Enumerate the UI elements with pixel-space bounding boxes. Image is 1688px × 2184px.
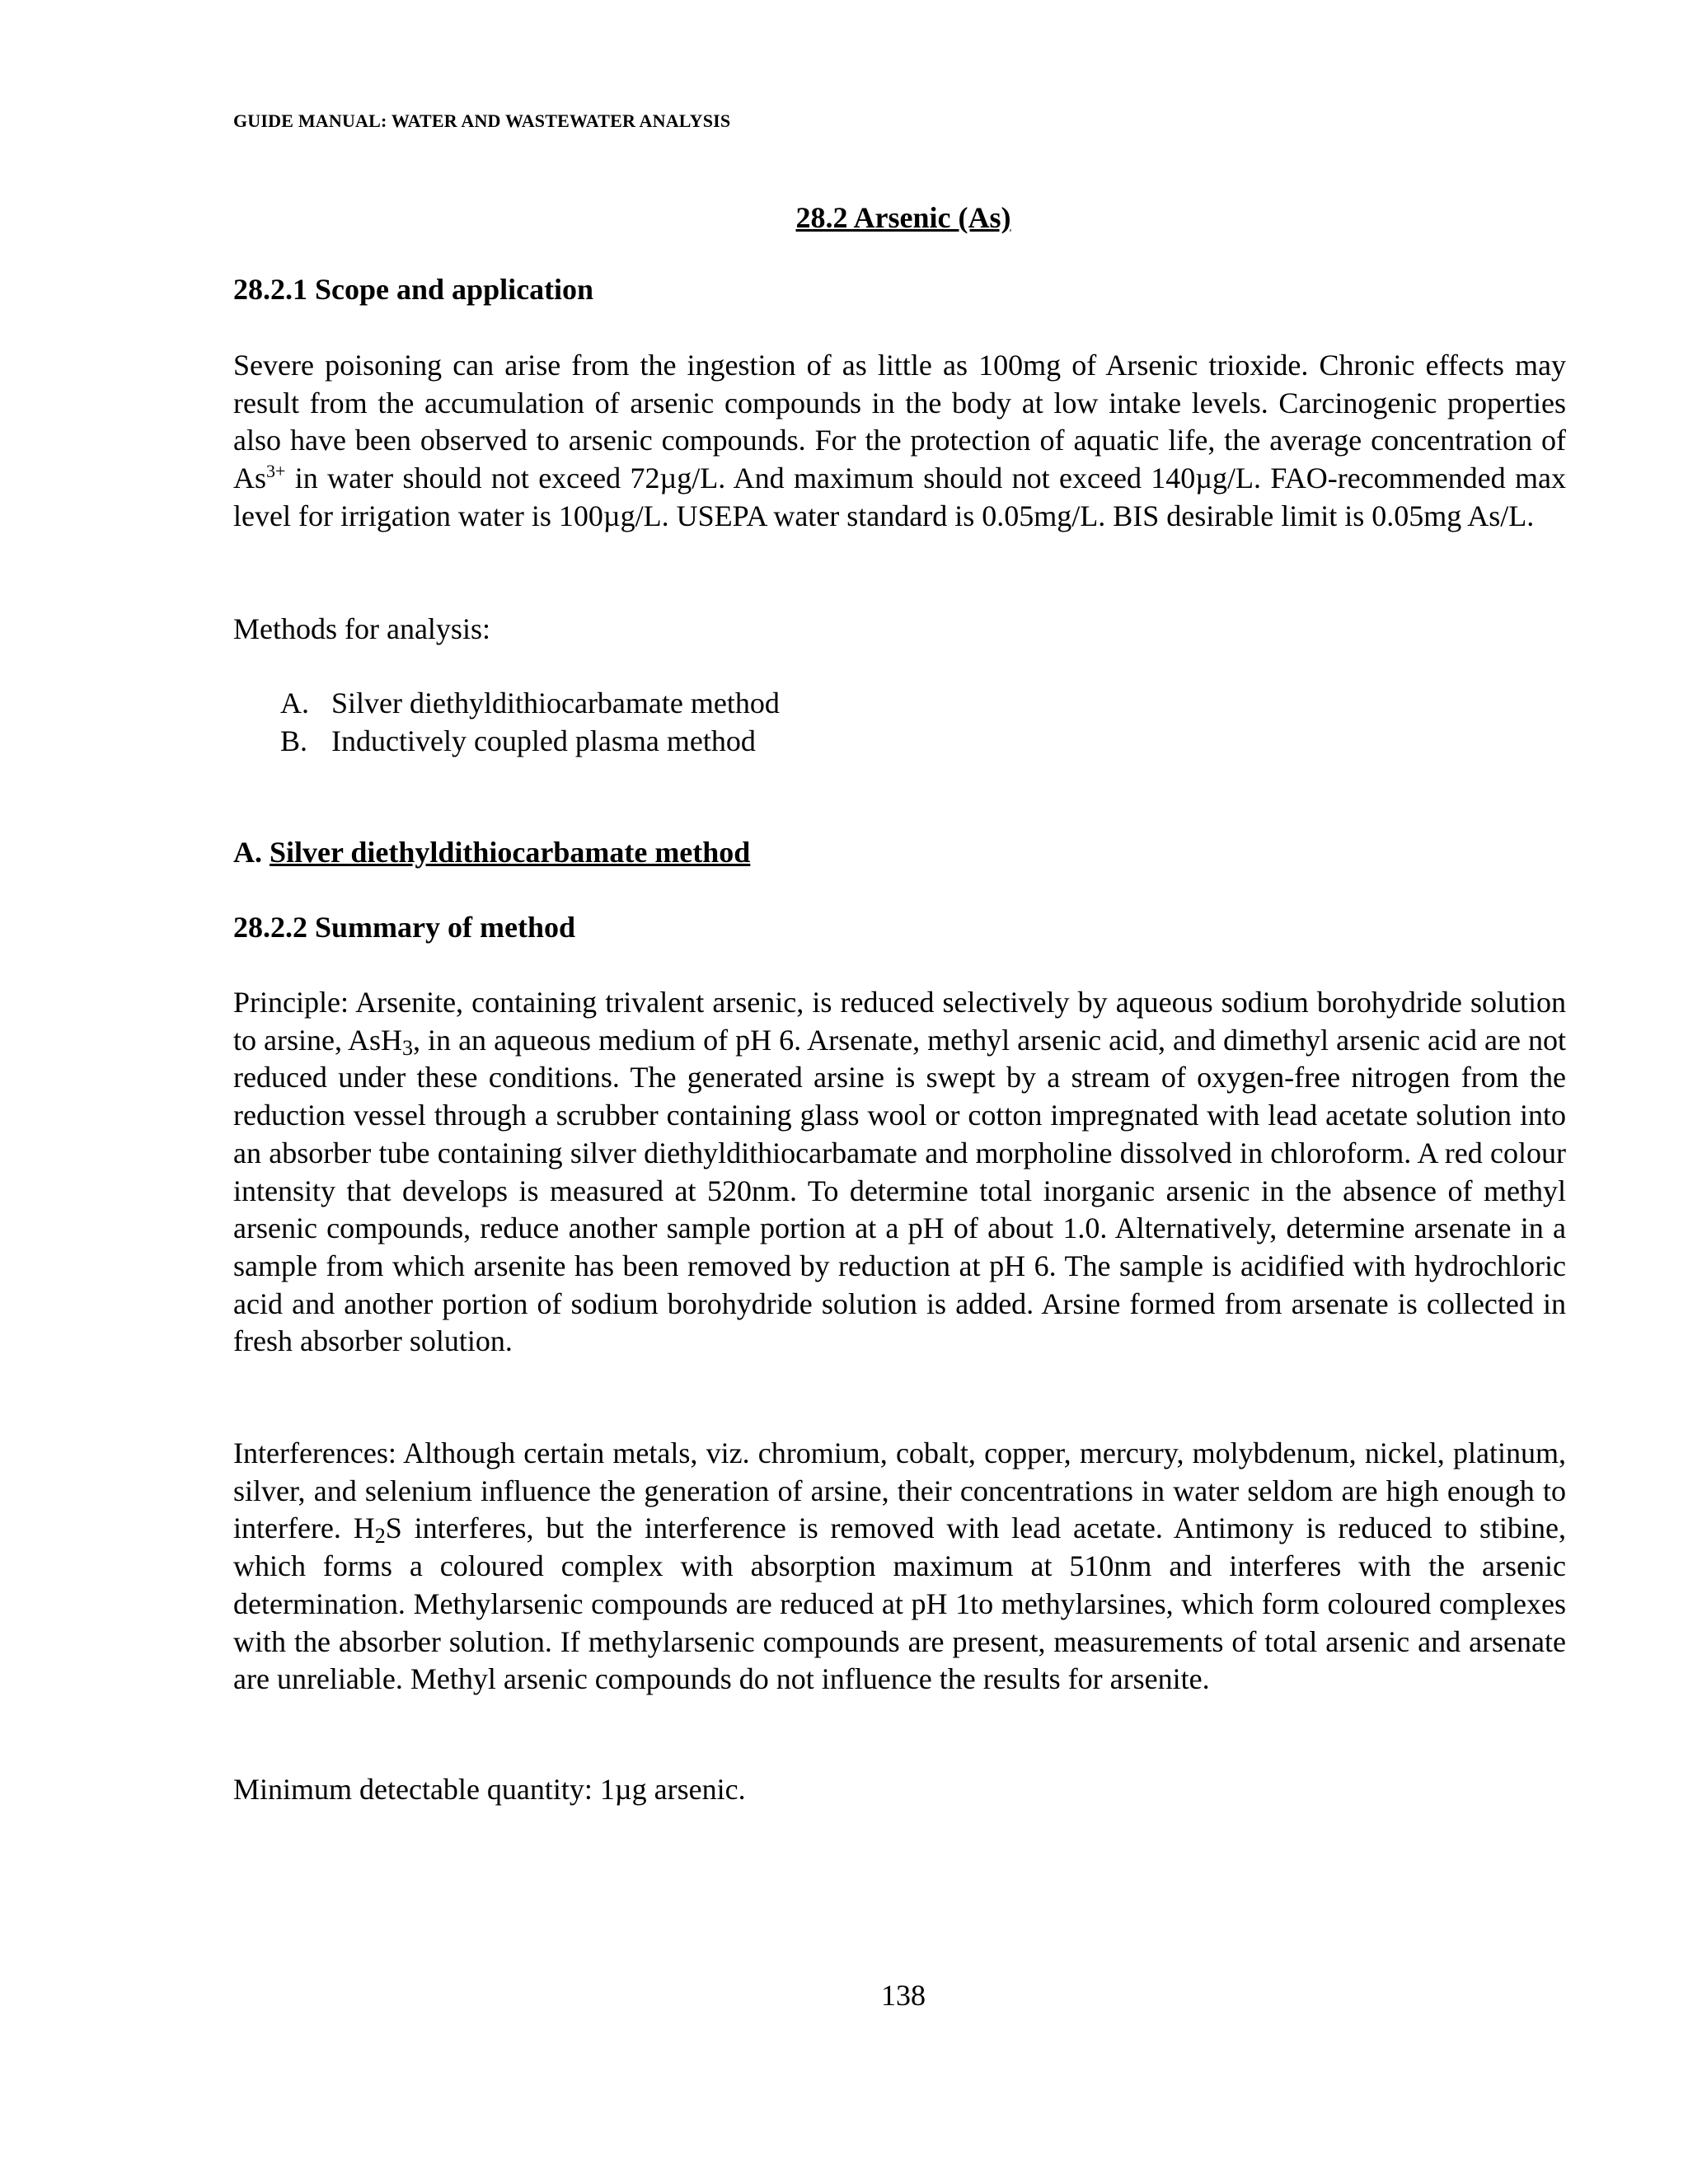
scope-text-1: Severe poisoning can arise from the ingestion of as little as 100mg of Arsenic trioxide. Chronic effects may result from the accumulation of arsenic compounds in the body at low intake levels. Carcinogenic properties also have been observed to arsenic compounds. For the protection of aquatic life, the average concentration of As <box>233 349 1566 495</box>
interferences-text-2: S interferes, but the interference is removed with lead acetate. Antimony is reduced to stibine, which forms a coloured complex with absorption maximum at 510nm and interferes with the arsenic determination. Methylarsenic compounds are reduced at pH 1to methylarsines, which form coloured complexes with the absorber solution. If methylarsenic compounds are present, measurements of total arsenic and arsenate are unreliable. Methyl arsenic compounds do not influence the results for arsenite. <box>233 1511 1567 1696</box>
minimum-detectable: Minimum detectable quantity: 1µg arsenic. <box>233 1773 746 1806</box>
method-a-prefix: A. <box>233 836 270 869</box>
list-marker: B. <box>280 724 308 757</box>
page-number: 138 <box>881 1979 926 2012</box>
scope-heading: 28.2.1 Scope and application <box>233 273 594 306</box>
summary-heading: 28.2.2 Summary of method <box>233 911 575 944</box>
arsine-subscript: 3 <box>402 1035 414 1060</box>
principle-paragraph <box>233 984 1566 1361</box>
scope-paragraph <box>233 347 1566 536</box>
list-item-text: Inductively coupled plasma method <box>331 724 756 757</box>
running-header: GUIDE MANUAL: WATER AND WASTEWATER ANALYSIS <box>233 110 731 131</box>
arsenic-charge-superscript: 3+ <box>266 461 286 482</box>
hydrogen-sulfide-subscript: 2 <box>374 1524 386 1549</box>
methods-list-item <box>280 686 780 720</box>
interferences-text-1: Interferences: Although certain metals, viz. chromium, cobalt, copper, mercury, molybdenum, nickel, platinum, silver, and selenium influence the generation of arsine, their concentrations in water seldom are high enough to interfere. H <box>233 1436 1566 1545</box>
list-marker: A. <box>280 687 309 719</box>
methods-list-item <box>280 724 756 758</box>
principle-text-1: Principle: Arsenite, containing trivalent arsenic, is reduced selectively by aqueous sodium borohydride solution to arsine, AsH <box>233 986 1566 1057</box>
method-a-heading <box>233 835 750 869</box>
interferences-paragraph <box>233 1435 1566 1699</box>
list-item-text: Silver diethyldithiocarbamate method <box>331 687 780 719</box>
scope-text-2: in water should not exceed 72µg/L. And maximum should not exceed 140µg/L. FAO-recommended max level for irrigation water is 100µg/L. USEPA water standard is 0.05mg/L. BIS desirable limit is 0.05mg As/L. <box>233 462 1566 532</box>
principle-text-2: , in an aqueous medium of pH 6. Arsenate, methyl arsenic acid, and dimethyl arsenic acid are not reduced under these conditions. The generated arsine is swept by a stream of oxygen-free nitrogen from the reduction vessel through a scrubber containing glass wool or cotton impregnated with lead acetate solution into an absorber tube containing silver diethyldithiocarbamate and morpholine dissolved in chloroform. A red colour intensity that develops is measured at 520nm. To determine total inorganic arsenic in the absence of methyl arsenic compounds, reduce another sample portion at a pH of about 1.0. Alternatively, determine arsenate in a sample from which arsenite has been removed by reduction at pH 6. The sample is acidified with hydrochloric acid and another portion of sodium borohydride solution is added. Arsine formed from arsenate is collected in fresh absorber solution. <box>233 1023 1566 1358</box>
methods-intro: Methods for analysis: <box>233 612 490 645</box>
section-title: 28.2 Arsenic (As) <box>795 201 1011 234</box>
method-a-title: Silver diethyldithiocarbamate method <box>270 836 751 869</box>
